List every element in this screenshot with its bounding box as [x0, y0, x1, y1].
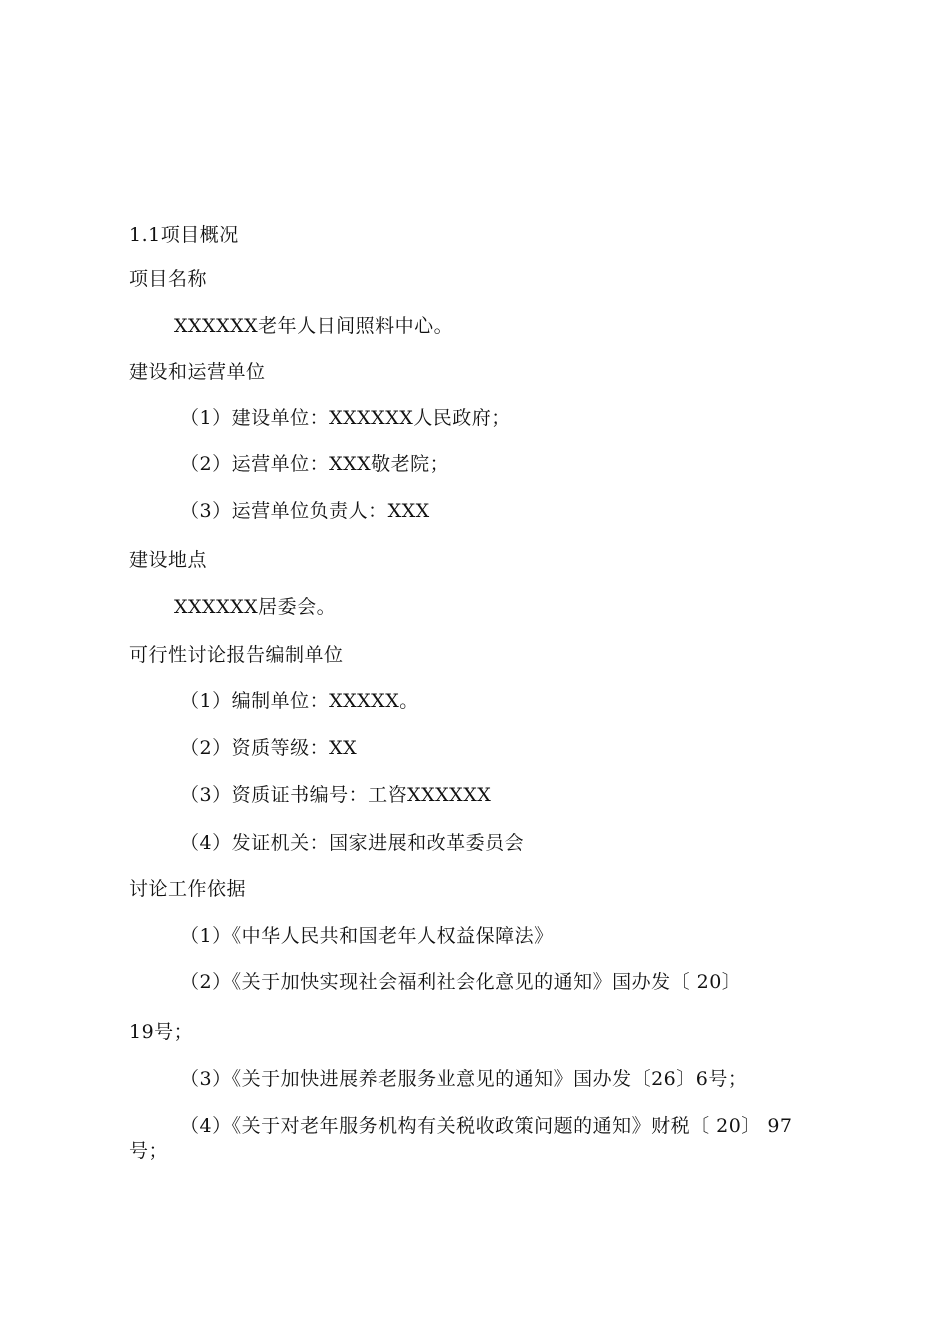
units-item-1: （1）建设单位：XXXXXX人民政府； [180, 407, 511, 429]
report-unit-item-1: （1）编制单位：XXXXX。 [180, 690, 419, 712]
project-name-text: XXXXXX老年人日间照料中心。 [174, 315, 454, 337]
basis-item-2-cont: 19号； [129, 1021, 194, 1043]
report-unit-item-4: （4）发证机关：国家进展和改革委员会 [180, 832, 525, 854]
report-unit-item-2: （2）资质等级：XX [180, 737, 358, 759]
report-unit-heading: 可行性讨论报告编制单位 [129, 644, 344, 666]
basis-item-3: （3）《关于加快进展养老服务业意见的通知》国办发〔26〕6号； [180, 1068, 748, 1090]
basis-item-4-cont: 号； [129, 1140, 169, 1162]
location-text: XXXXXX居委会。 [174, 596, 337, 618]
basis-heading: 讨论工作依据 [129, 878, 247, 900]
basis-item-4: （4）《关于对老年服务机构有关税收政策问题的通知》财税〔 20〕 97 [180, 1115, 793, 1137]
units-item-3: （3）运营单位负责人：XXX [180, 500, 430, 522]
units-heading: 建设和运营单位 [129, 361, 266, 383]
report-unit-item-3: （3）资质证书编号：工咨XXXXXX [180, 784, 492, 806]
location-heading: 建设地点 [129, 549, 208, 571]
project-name-heading: 项目名称 [129, 268, 208, 290]
units-item-2: （2）运营单位：XXX敬老院； [180, 453, 450, 475]
section-title: 1.1项目概况 [129, 224, 239, 246]
basis-item-2: （2）《关于加快实现社会福利社会化意见的通知》国办发〔 20〕 [180, 971, 742, 993]
basis-item-1: （1）《中华人民共和国老年人权益保障法》 [180, 925, 554, 947]
